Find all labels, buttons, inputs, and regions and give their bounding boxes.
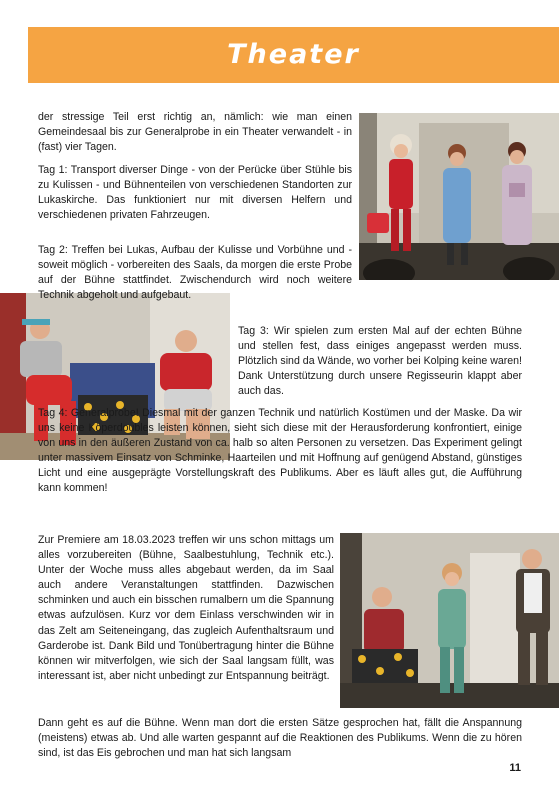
paragraph-day-4: Tag 4: Generalprobe! Diesmal mit der ganzen Technik und natürlich Kostümen und der Maske. Da wir uns keine Köperdoubles leisten können, sieht sich diese mit der Herausforderung konfrontiert, einige von uns in den äußeren Zustand von ca. halb so alten Personen zu versetzen. Das Experiment gelingt unter massivem Einsatz von Schminke, Haarteilen und mit Hoffnung auf genügend Abstand, günstiges Licht und eine ausgeprägte Vorstellungskraft des Publikums. Aber es läuft alles gut, die Aufführung kann kommen! bbox=[38, 407, 522, 495]
paragraph-day-2: Tag 2: Treffen bei Lukas, Aufbau der Kulisse und Vorbühne und - soweit möglich - vorbereiten des Saals, da morgen die erste Probe auf der Bühne stattfindet. Zwischendurch wird noch weitere Technik abgeholt und aufgebaut. bbox=[38, 244, 352, 302]
photo-premiere-stage-image bbox=[340, 533, 559, 708]
paragraph-day-1: Tag 1: Transport diverser Dinge - von der Perücke über Stühle bis zu Kulissen - und Bühnenteilen von verschiedenen Standorten zur Lukaskirche. Das funktioniert nur mit diversen Helfern und verschiedenen privaten Fahrzeugen. bbox=[38, 164, 352, 222]
page-number: 11 bbox=[509, 762, 521, 774]
paragraph-stage: Dann geht es auf die Bühne. Wenn man dort die ersten Sätze gesprochen hat, fällt die Anspannung (meistens) etwas ab. Und alle warten gespannt auf die Reaktionen des Publikums. Wenn die zu hören sind, ist das Eis gebrochen und man hat sich langsam bbox=[38, 717, 522, 760]
paragraph-intro: der stressige Teil erst richtig an, nämlich: wie man einen Gemeindesaal bis zur Generalprobe in ein Theater verwandelt - in (fast) vier Tagen. bbox=[38, 111, 352, 154]
paragraph-premiere: Zur Premiere am 18.03.2023 treffen wir uns schon mittags um alles vorzubereiten (Bühne, Saalbestuhlung, Technik etc.). Unter der Woche muss alles abgebaut werden, da im Saal auch andere Veranstaltungen stattfinden. Dazwischen schminken und auch ein bisschen rumalbern um die Spannung etwas aufzulösen. Kurz vor dem Einlass verschwinden wir in das Zelt am Seiteneingang, das zugleich Aufenthaltsraum und Garderobe ist. Dank Bild und Tonübertragung hinter die Bühne können wir mitverfolgen, wie sich der Saal langsam füllt, was interessant ist, aber nicht unbedingt zur Entspannung beiträgt. bbox=[38, 534, 334, 682]
photo-premiere-stage bbox=[340, 533, 559, 708]
title-banner bbox=[28, 27, 559, 83]
photo-stage-three-women-image bbox=[359, 113, 559, 280]
photo-stage-three-women bbox=[359, 113, 559, 280]
paragraph-day-3: Tag 3: Wir spielen zum ersten Mal auf der echten Bühne und stellen fest, dass einiges angepasst werden muss. Plötzlich sind da Wände, wo vorher bei Kolping keine waren! Dank Unterstützung durch unsere Regisseurin klappt aber auch das. bbox=[238, 325, 522, 398]
page-title: Theater bbox=[227, 39, 360, 70]
